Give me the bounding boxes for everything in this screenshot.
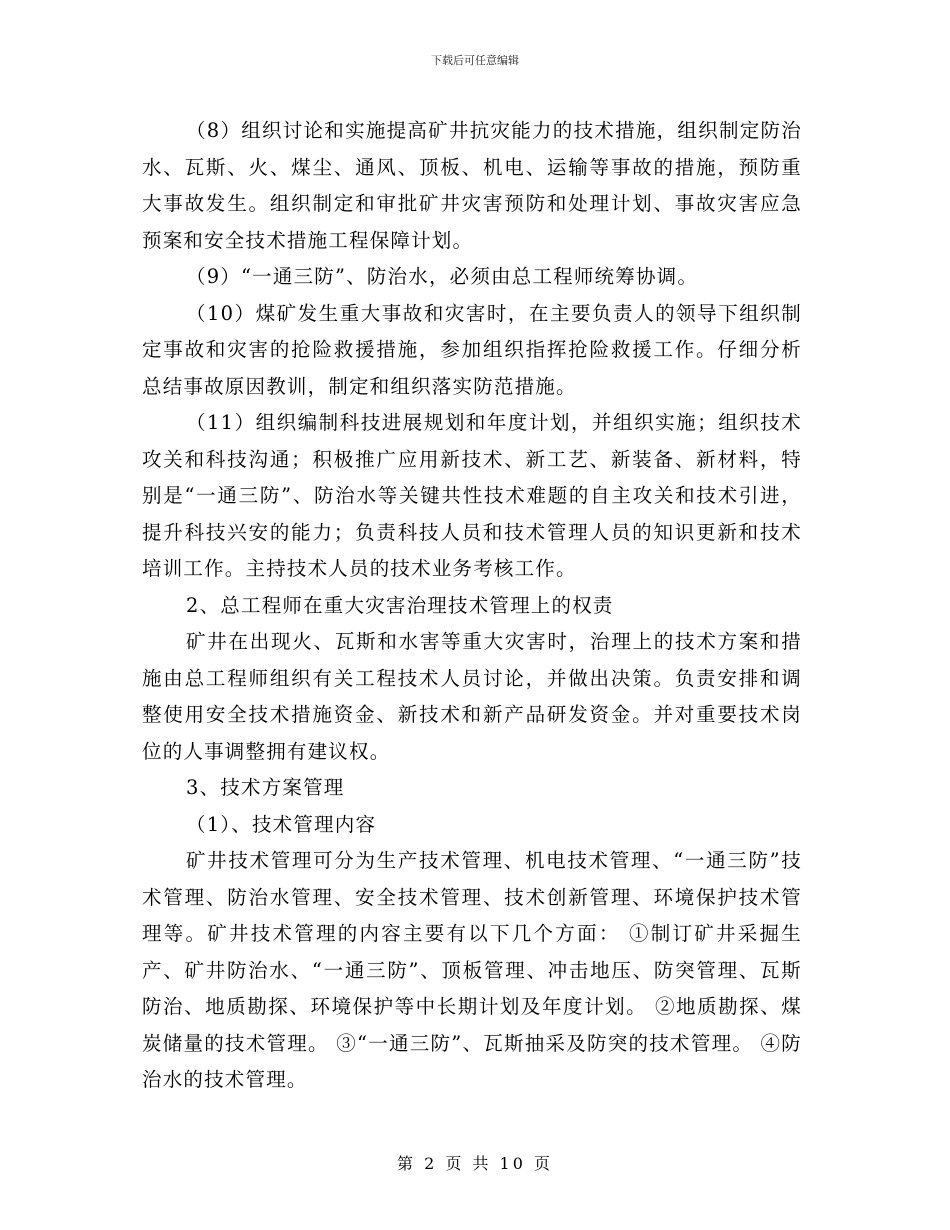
paragraph-item-11: （11）组织编制科技进展规划和年度计划，并组织实施；组织技术攻关和科技沟通；积极推广应用新技术、新工艺、新装备、新材料，特别是“一通三防”、防治水等关键共性技术难题的自主攻关和技术引进，提升科技兴安的能力；负责科技人员和技术管理人员的知识更新和技术培训工作。主持技术人员的技术业务考核工作。 [142,411,802,580]
paragraph-item-8: （8）组织讨论和实施提高矿井抗灾能力的技术措施，组织制定防治水、瓦斯、火、煤尘、通风、顶板、机电、运输等事故的措施，预防重大事故发生。组织制定和审批矿井灾害预防和处理计划、事故灾害应急预案和安全技术措施工程保障计划。 [142,119,802,252]
paragraph-major-disaster: 矿井在出现火、瓦斯和水害等重大灾害时，治理上的技术方案和措施由总工程师组织有关工程技术人员讨论，并做出决策。负责安排和调整使用安全技术措施资金、新技术和新产品研发资金。并对重要技术岗位的人事调整拥有建议权。 [142,630,802,763]
paragraph-item-10: （10）煤矿发生重大事故和灾害时，在主要负责人的领导下组织制定事故和灾害的抢险救援措施，参加组织指挥抢险救援工作。仔细分析总结事故原因教训，制定和组织落实防范措施。 [142,301,802,398]
section-heading-3: 3、技术方案管理 [186,776,345,799]
document-body [142,113,802,1099]
page-header-note: 下载后可任意编辑 [431,54,519,67]
paragraph-technical-management: 矿井技术管理可分为生产技术管理、机电技术管理、“一通三防”技术管理、防治水管理、安全技术管理、技术创新管理、环境保护技术管理等。矿井技术管理的内容主要有以下几个方面： ①制订矿井采掘生产、矿井防治水、“一通三防”、顶板管理、冲击地压、防突管理、瓦斯防治、地质勘探、环境保护等中长期计划及年度计划。 ②地质勘探、煤炭储量的技术管理。 ③“一通三防”、瓦斯抽采及防突的技术管理。 ④防治水的技术管理。 [142,849,802,1091]
paragraph-item-9: （9）“一通三防”、防治水，必须由总工程师统筹协调。 [186,265,699,288]
page-number: 第 2 页 共 10 页 [397,1154,553,1173]
section-heading-2: 2、总工程师在重大灾害治理技术管理上的权责 [186,593,614,617]
subsection-heading-1: （1）、技术管理内容 [186,812,377,836]
